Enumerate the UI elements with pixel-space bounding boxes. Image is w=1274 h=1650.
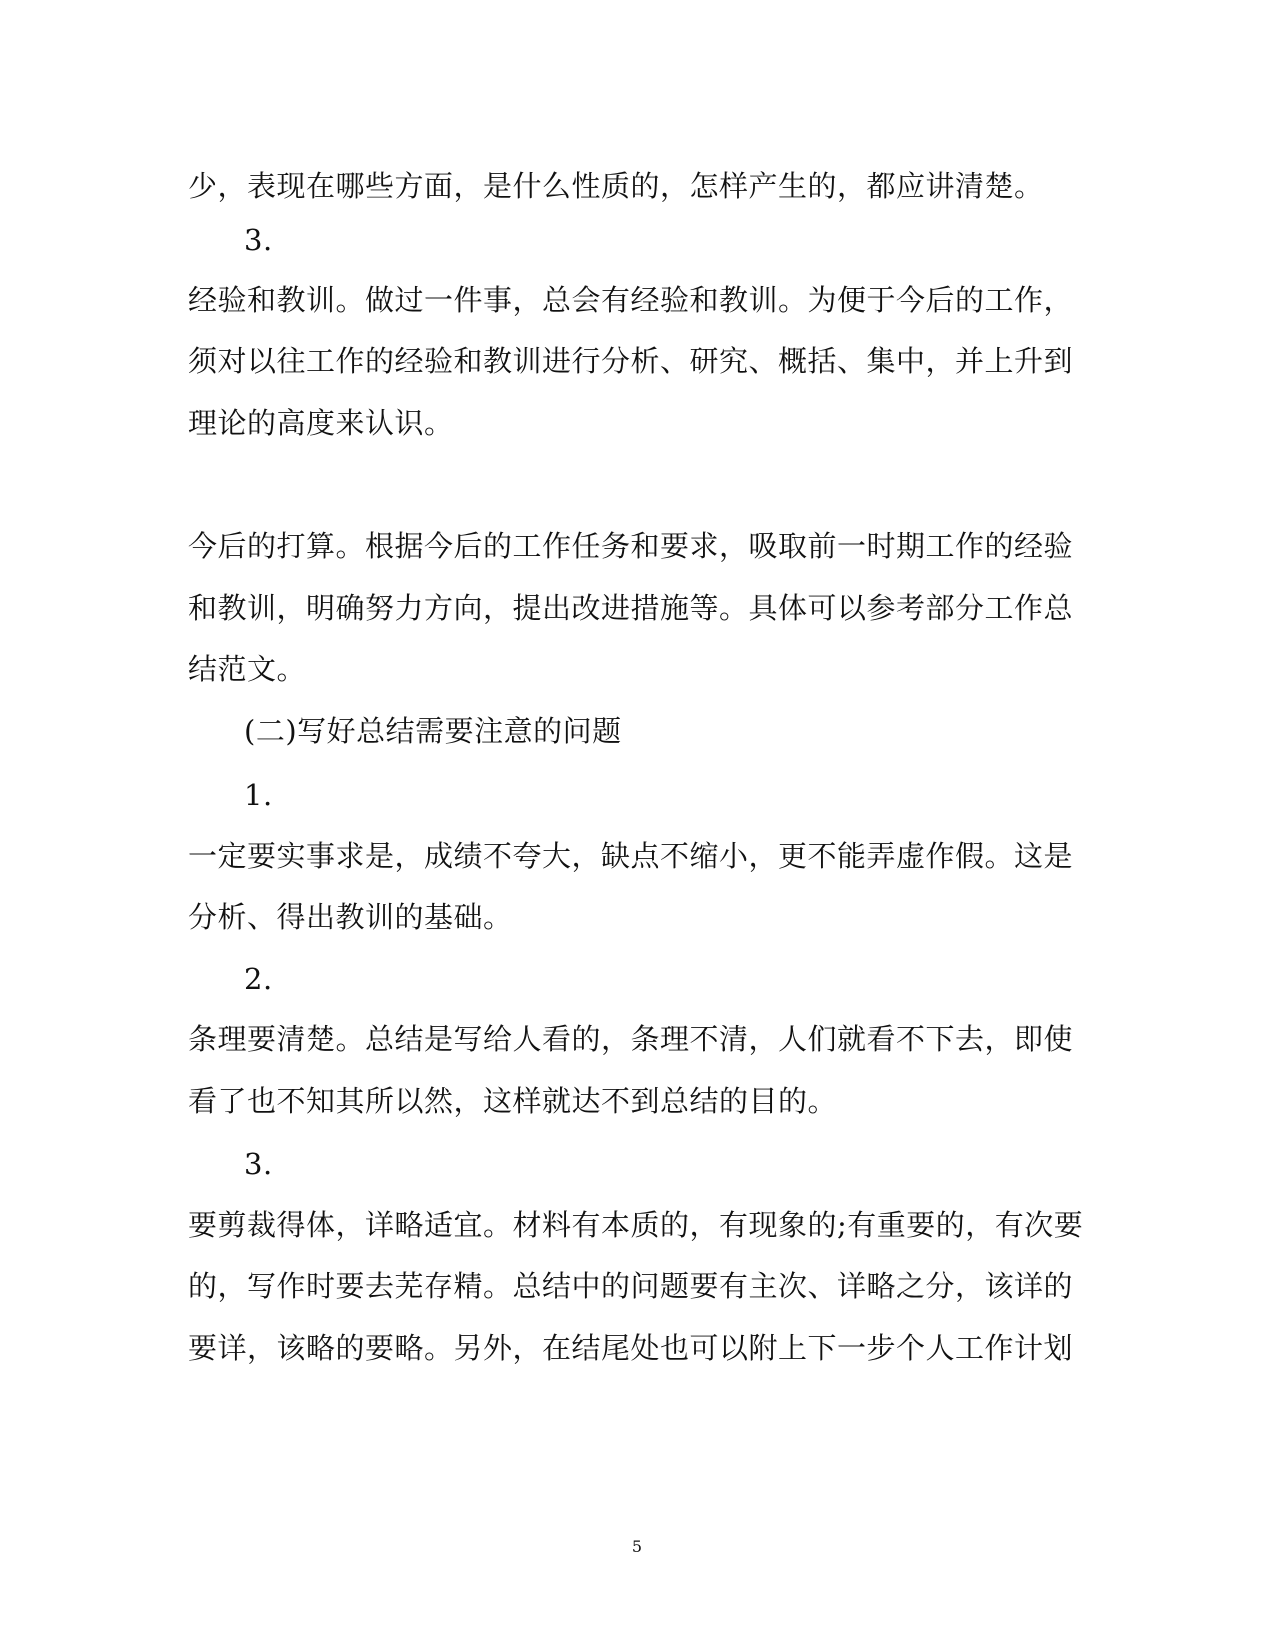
text-line: 少，表现在哪些方面，是什么性质的，怎样产生的，都应讲清楚。 — [188, 169, 1044, 203]
text-line: 要剪裁得体，详略适宜。材料有本质的，有现象的;有重要的，有次要 — [188, 1208, 1084, 1242]
text-line: 须对以往工作的经验和教训进行分析、研究、概括、集中，并上升到 — [188, 344, 1074, 378]
text-line: 今后的打算。根据今后的工作任务和要求，吸取前一时期工作的经验 — [188, 529, 1074, 563]
text-line: 一定要实事求是，成绩不夸大，缺点不缩小，更不能弄虚作假。这是 — [188, 839, 1074, 873]
text-line: 分析、得出教训的基础。 — [188, 900, 513, 934]
list-number: 2. — [244, 962, 273, 996]
text-line: 的，写作时要去芜存精。总结中的问题要有主次、详略之分，该详的 — [188, 1269, 1074, 1303]
section-heading: (二)写好总结需要注意的问题 — [244, 714, 622, 748]
text-line: 和教训，明确努力方向，提出改进措施等。具体可以参考部分工作总 — [188, 591, 1074, 625]
text-line: 条理要清楚。总结是写给人看的，条理不清，人们就看不下去，即使 — [188, 1022, 1074, 1056]
text-line: 看了也不知其所以然，这样就达不到总结的目的。 — [188, 1084, 838, 1118]
text-line: 结范文。 — [188, 652, 307, 686]
text-line: 经验和教训。做过一件事，总会有经验和教训。为便于今后的工作， — [188, 283, 1074, 317]
list-number: 3. — [244, 1147, 273, 1181]
page-number: 5 — [631, 1537, 643, 1556]
list-number: 1. — [244, 778, 273, 812]
text-line: 理论的高度来认识。 — [188, 406, 454, 440]
text-line: 要详，该略的要略。另外，在结尾处也可以附上下一步个人工作计划 — [188, 1331, 1074, 1365]
list-number: 3. — [244, 223, 273, 257]
